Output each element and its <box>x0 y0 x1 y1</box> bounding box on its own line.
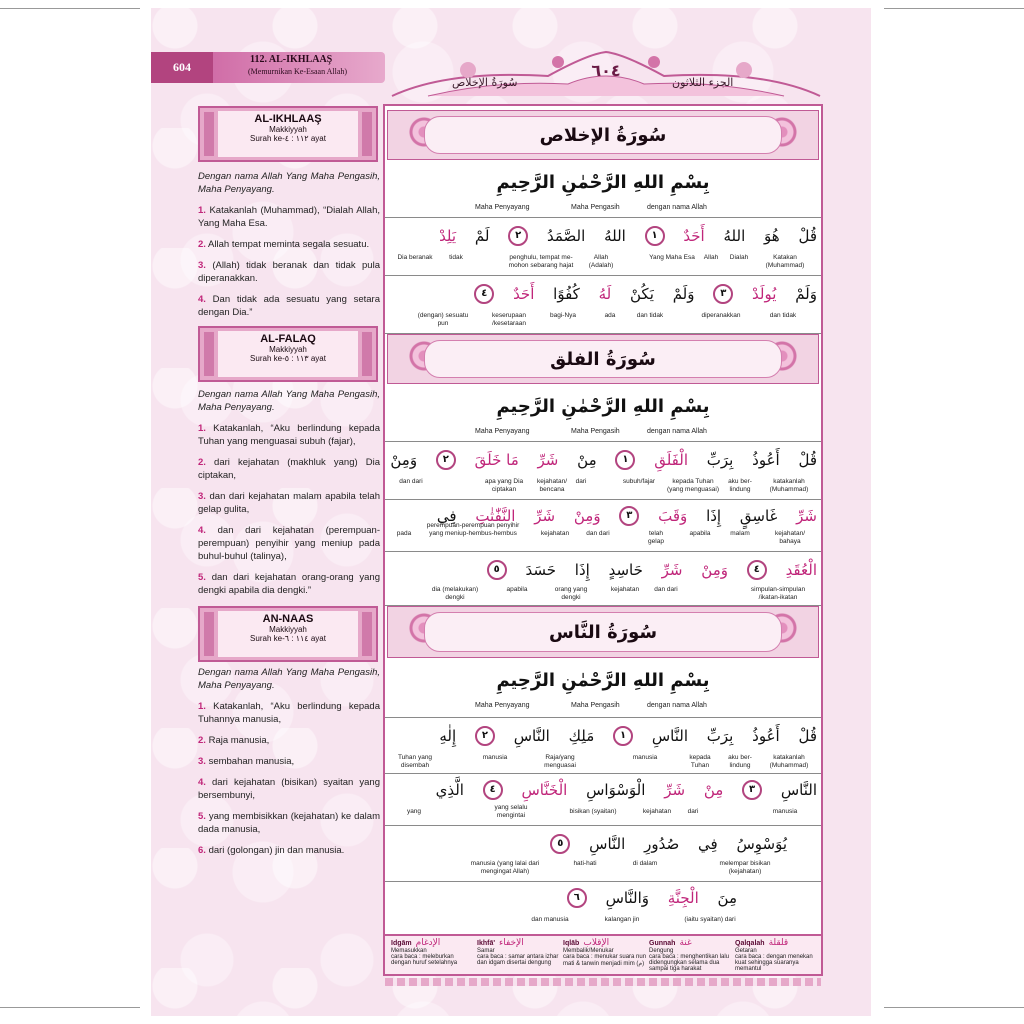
arabic-word: الْعُقَدِ <box>785 560 817 579</box>
word-translation: subuh/fajar <box>622 478 656 485</box>
arabic-word: إِلٰهِ <box>439 726 457 745</box>
surah-name: AN-NAAS <box>262 613 314 625</box>
arabic-word: وَلَمْ <box>672 284 695 303</box>
arabic-word: أَحَدٌ <box>683 226 705 245</box>
surah-name: AL-FALAQ <box>260 333 316 345</box>
crop-mark <box>0 8 140 9</box>
word-translation: dia (melakukan) dengki <box>431 586 479 601</box>
word-translation: kepada Tuhan (yang menguasai) <box>666 478 720 493</box>
surah-card-nas <box>198 606 378 662</box>
word-translation: Tuhan yang disembah <box>397 754 433 769</box>
word-translation: Maha Penyayang <box>475 428 530 435</box>
word-translation: kejahatan <box>642 808 672 815</box>
surah-card-falaq <box>198 326 378 382</box>
word-translation: apabila <box>689 530 711 537</box>
header-title: 112. AL-IKHLAAŞ <box>250 54 333 65</box>
verse: 3. (Allah) tidak beranak dan tidak pula diperanakkan. <box>198 260 380 284</box>
arabic-word: كُفُوًا <box>553 284 580 303</box>
arabic-word: النَّاسِ <box>589 834 626 853</box>
arabic-word: شَرِّ <box>796 506 817 525</box>
verse: 1. Katakanlah, “Aku berlindung kepada Tuhan yang menguasai subuh (fajar), <box>198 423 380 447</box>
word-translation: Maha Pengasih <box>571 702 620 709</box>
verse: 3. sembahan manusia, <box>198 756 295 767</box>
word-translation: apabila <box>506 586 528 593</box>
word-translation: orang yang dengki <box>554 586 588 601</box>
word-translation: manusia <box>482 754 508 761</box>
crop-mark <box>884 1007 1024 1008</box>
arabic-word: الْجِنَّةِ <box>667 888 699 907</box>
arabic-word: شَرِّ <box>537 450 559 469</box>
ayah-line <box>389 834 817 854</box>
word-translation: yang selalu mengintai <box>494 804 528 819</box>
arabic-word: إِذَا <box>574 560 590 579</box>
ayah-number: ٣ <box>619 506 639 526</box>
word-translation: kejahatan/ bahaya <box>775 530 805 545</box>
arabic-word: أَعُوذُ <box>752 450 780 469</box>
arabic-word: يُوَسْوِسُ <box>736 834 787 853</box>
header-subtitle: (Memurnikan Ke-Esaan Allah) <box>248 67 348 76</box>
surah-info: Surah ke-١١٤ : ٦ ayat <box>250 634 326 643</box>
word-translation: Allah (Adalah) <box>588 254 614 269</box>
ayah-line <box>389 450 817 470</box>
word-translation: tidak <box>449 254 463 261</box>
word-translation: manusia <box>772 808 798 815</box>
ayah-number: ٥ <box>550 834 570 854</box>
verse: 2. Allah tempat meminta segala sesuatu. <box>198 239 370 250</box>
ayah-number: ٤ <box>747 560 767 580</box>
word-translation: dengan nama Allah <box>647 702 707 709</box>
translation-intro: Dengan nama Allah Yang Maha Pengasih, Maha Penyayang. <box>198 171 380 195</box>
verse: 1. Katakanlah (Muhammad), “Dialah Allah, Yang Maha Esa. <box>198 205 380 229</box>
ayah-row <box>385 718 821 774</box>
word-translation: di dalam <box>632 860 658 867</box>
word-translation: Yang Maha Esa <box>649 254 695 261</box>
arabic-word: يُولَدْ <box>752 284 777 303</box>
word-translation: dan manusia <box>531 916 569 923</box>
arabic-word: مَا خَلَقَ <box>474 450 519 469</box>
word-translation: dengan nama Allah <box>647 428 707 435</box>
arabic-word: غَاسِقٍ <box>739 506 778 525</box>
ayah-row <box>385 442 821 500</box>
banner-title: سُورَةُ الإخلاص <box>424 116 782 154</box>
ayah-number: ١ <box>615 450 635 470</box>
word-translation: kejahatan/ bencana <box>537 478 567 493</box>
word-translation: aku ber-lindung <box>728 478 752 493</box>
ayah-number: ٤ <box>483 780 503 800</box>
arabic-word: فِي <box>697 834 718 853</box>
crop-mark <box>884 8 1024 9</box>
ayah-row <box>385 218 821 276</box>
arabic-word: قُلْ <box>798 450 817 469</box>
legend-item: Gunnah غنة Dengung cara baca : menghentikan lalu didengungkan selama dua sampai tiga harakat <box>649 938 730 972</box>
word-translation: Katakan (Muhammad) <box>765 254 805 269</box>
arabic-word: يَلِدْ <box>439 226 457 245</box>
surah-type: Makkiyyah <box>269 125 307 134</box>
word-translation: malam <box>730 530 750 537</box>
surah-type: Makkiyyah <box>269 625 307 634</box>
ayah-number: ٢ <box>475 726 495 746</box>
word-translation: kepada Tuhan <box>689 754 711 769</box>
verse: 5. dan dari kejahatan orang-orang yang dengki apabila dia dengki.” <box>198 572 380 596</box>
arabic-word: مِنْ <box>703 780 724 799</box>
word-translation: manusia <box>632 754 658 761</box>
arabic-word: وَقَبَ <box>658 506 688 525</box>
tajwid-legend <box>383 934 823 976</box>
arabic-word: فِي <box>436 506 457 525</box>
ayah-number: ١ <box>645 226 665 246</box>
bottom-ornament <box>385 978 821 986</box>
verse: 5. yang membisikkan (kejahatan) ke dalam dada manusia, <box>198 811 380 835</box>
bismillah: بِسْمِ اللهِ الرَّحْمٰنِ الرَّحِيمِ <box>496 172 710 193</box>
arabic-word: حَاسِدٍ <box>608 560 643 579</box>
ayah-line <box>389 284 817 304</box>
word-translation: Maha Pengasih <box>571 204 620 211</box>
word-translation: keserupaan /kesetaraan <box>492 312 526 327</box>
banner-title: سُورَةُ النَّاس <box>424 612 782 652</box>
arabic-word: قُلْ <box>798 726 817 745</box>
arabic-column <box>383 104 823 934</box>
surah-name: AL-IKHLAAŞ <box>254 113 322 125</box>
arabic-word: هُوَ <box>764 226 780 245</box>
header-arabic-surah: سُورَةُ الإخلاص <box>452 76 518 89</box>
ayah-row <box>385 774 821 826</box>
ayah-number: ٣ <box>742 780 762 800</box>
word-translation: manusia (yang lalai dari mengingat Allah) <box>470 860 540 875</box>
arabic-word: قُلْ <box>798 226 817 245</box>
arabic-word: مِنَ <box>717 888 737 907</box>
translation-falaq <box>198 388 380 605</box>
surah-banner-falaq <box>387 334 819 384</box>
word-translation: dan dari <box>586 530 610 537</box>
banner-title: سُورَةُ الفلق <box>424 340 782 378</box>
arabic-word: لَمْ <box>474 226 490 245</box>
verse: 2. Raja manusia, <box>198 735 270 746</box>
surah-info: Surah ke-١١٢ : ٤ ayat <box>250 134 326 143</box>
ayah-number: ٥ <box>487 560 507 580</box>
arabic-word: صُدُورِ <box>644 834 680 853</box>
word-translation: kejahatan <box>610 586 640 593</box>
bismillah: بِسْمِ اللهِ الرَّحْمٰنِ الرَّحِيمِ <box>496 670 710 691</box>
word-translation: yang <box>406 808 422 815</box>
ayah-number: ٢ <box>508 226 528 246</box>
arabic-word: اللهُ <box>604 226 626 245</box>
ayah-line <box>389 726 817 746</box>
arabic-word: شَرِّ <box>534 506 556 525</box>
arabic-word: الصَّمَدُ <box>546 226 586 245</box>
arabic-word: الْخَنَّاسِ <box>521 780 568 799</box>
word-translation: simpulan-simpulan /ikatan-ikatan <box>750 586 806 601</box>
ayah-row <box>385 276 821 334</box>
word-translation: aku ber-lindung <box>728 754 752 769</box>
word-translation: kalangan jin <box>604 916 640 923</box>
arabic-word: أَحَدٌ <box>513 284 535 303</box>
legend-item: Iqlāb الإقلاب Membalik/Menukar cara baca : menukar suara nun mati & tanwin menjadi mim (م) <box>563 938 647 967</box>
arabic-word: النَّاسِ <box>513 726 550 745</box>
arabic-word: وَمِنْ <box>701 560 728 579</box>
translation-intro: Dengan nama Allah Yang Maha Pengasih, Maha Penyayang. <box>198 389 380 413</box>
word-translation: Maha Penyayang <box>475 204 530 211</box>
bismillah: بِسْمِ اللهِ الرَّحْمٰنِ الرَّحِيمِ <box>496 396 710 417</box>
arabic-word: لَهُ <box>598 284 612 303</box>
word-translation: pada <box>396 530 412 537</box>
ayah-line <box>389 888 817 908</box>
ayah-number: ٣ <box>713 284 733 304</box>
ayah-row <box>385 882 821 936</box>
word-translation: apa yang Dia ciptakan <box>484 478 524 493</box>
arabic-word: النَّاسِ <box>780 780 817 799</box>
ayah-number: ٤ <box>474 284 494 304</box>
page-number: 604 <box>151 52 213 83</box>
word-translation: ada <box>604 312 616 319</box>
ayah-number: ١ <box>613 726 633 746</box>
crop-mark <box>0 1007 140 1008</box>
legend-item: Qalqalah قلقلة Getaran cara baca : dengan menekan kuat sehingga suaranya memantul <box>735 938 813 972</box>
arabic-word: إِذَا <box>706 506 722 525</box>
verse: 6. dari (golongan) jin dan manusia. <box>198 845 345 856</box>
bismillah-row <box>385 660 821 718</box>
ayah-line <box>389 560 817 580</box>
translation-intro: Dengan nama Allah Yang Maha Pengasih, Maha Penyayang. <box>198 667 380 691</box>
word-translation: dan tidak <box>769 312 797 319</box>
word-translation: Dialah <box>729 254 749 261</box>
word-translation: Dia beranak <box>397 254 433 261</box>
arabic-word: الَّذِي <box>435 780 464 799</box>
ayah-row <box>385 500 821 552</box>
arabic-word: مِنْ <box>577 450 597 469</box>
arabic-word: وَمِنْ <box>573 506 601 525</box>
word-translation: Maha Penyayang <box>475 702 530 709</box>
ayah-row <box>385 552 821 606</box>
word-translation: dari <box>575 478 587 485</box>
surah-info: Surah ke-١١٣ : ٥ ayat <box>250 354 326 363</box>
arabic-word: اللهُ <box>723 226 746 245</box>
surah-banner-ikhlas <box>387 110 819 160</box>
word-translation: Allah <box>703 254 719 261</box>
word-translation: dari <box>687 808 699 815</box>
word-translation: melempar bisikan (kejahatan) <box>719 860 771 875</box>
word-translation: (iaitu syaitan) dari <box>684 916 736 923</box>
verse: 4. Dan tidak ada sesuatu yang setara dengan Dia.” <box>198 294 380 318</box>
arabic-word: مَلِكِ <box>568 726 595 745</box>
verse: 2. dari kejahatan (makhluk yang) Dia ciptakan, <box>198 457 380 481</box>
word-translation: bisikan (syaitan) <box>569 808 617 815</box>
arabic-word: شَرِّ <box>661 560 683 579</box>
surah-type: Makkiyyah <box>269 345 307 354</box>
ayah-line <box>389 780 817 800</box>
bismillah-row <box>385 386 821 442</box>
header-arabic-juz: الجزء الثلاثون <box>672 76 734 89</box>
arabic-word: وَالنَّاسِ <box>605 888 649 907</box>
arabic-word: أَعُوذُ <box>752 726 780 745</box>
legend-item: Ikhfā' الإخفاء Samar cara baca : samar antara izhar dan idgam disertai dengung <box>477 938 559 966</box>
verse: 3. dan dari kejahatan malam apabila telah gelap gulita, <box>198 491 380 515</box>
arabic-word: وَمِنْ <box>390 450 418 469</box>
verse: 4. dan dari kejahatan (perempuan-perempuan) penyihir yang meniup pada buhul-buhul (talinya), <box>198 525 380 562</box>
translation-ikhlas <box>198 170 380 327</box>
arabic-word: وَلَمْ <box>795 284 817 303</box>
verse: 1. Katakanlah, “Aku berlindung kepada Tuhannya manusia, <box>198 701 380 725</box>
arabic-word: النَّاسِ <box>651 726 688 745</box>
arabic-word: الْفَلَقِ <box>654 450 688 469</box>
word-translation: dengan nama Allah <box>647 204 707 211</box>
arabic-page-number: ٦٠٤ <box>591 61 621 80</box>
word-translation: katakanlah (Muhammad) <box>769 754 809 769</box>
arabic-word: بِرَبِّ <box>706 726 734 745</box>
word-translation: dan dari <box>399 478 423 485</box>
translation-nas <box>198 666 380 865</box>
arabic-word: بِرَبِّ <box>706 450 734 469</box>
arabic-word: النَّفّٰثٰتِ <box>475 506 516 525</box>
ayah-line <box>389 226 817 246</box>
word-translation: dan dari <box>654 586 678 593</box>
word-translation: hati-hati <box>573 860 597 867</box>
bismillah-row <box>385 162 821 218</box>
ayah-number: ٢ <box>436 450 456 470</box>
ayah-row <box>385 826 821 882</box>
arabic-word: يَكُنْ <box>630 284 654 303</box>
word-translation: kejahatan <box>540 530 570 537</box>
word-translation: Raja/yang menguasai <box>544 754 576 769</box>
word-translation: katakanlah (Muhammad) <box>769 478 809 493</box>
arabic-word: شَرِّ <box>664 780 686 799</box>
arabic-word: الْوَسْوَاسِ <box>586 780 646 799</box>
word-translation: telah gelap <box>648 530 664 545</box>
verse: 4. dari kejahatan (bisikan) syaitan yang bersembunyi, <box>198 777 380 801</box>
word-translation: bagi-Nya <box>549 312 576 319</box>
surah-banner-nas <box>387 606 819 658</box>
word-translation: (dengan) sesuatu pun <box>417 312 469 327</box>
word-translation: penghulu, tempat me-mohon sebarang hajat <box>508 254 574 269</box>
arabic-word: حَسَدَ <box>525 560 556 579</box>
surah-card-ikhlas <box>198 106 378 162</box>
ayah-number: ٦ <box>567 888 587 908</box>
word-translation: diperanakkan <box>701 312 741 319</box>
legend-item: Idgām الإدغام Memasukkan cara baca : meleburkan dengan huruf setelahnya <box>391 938 458 966</box>
word-translation: perempuan-perempuan penyihir yang meniup-hembus-hembus <box>426 522 520 537</box>
word-translation: dan tidak <box>636 312 664 319</box>
word-translation: Maha Pengasih <box>571 428 620 435</box>
